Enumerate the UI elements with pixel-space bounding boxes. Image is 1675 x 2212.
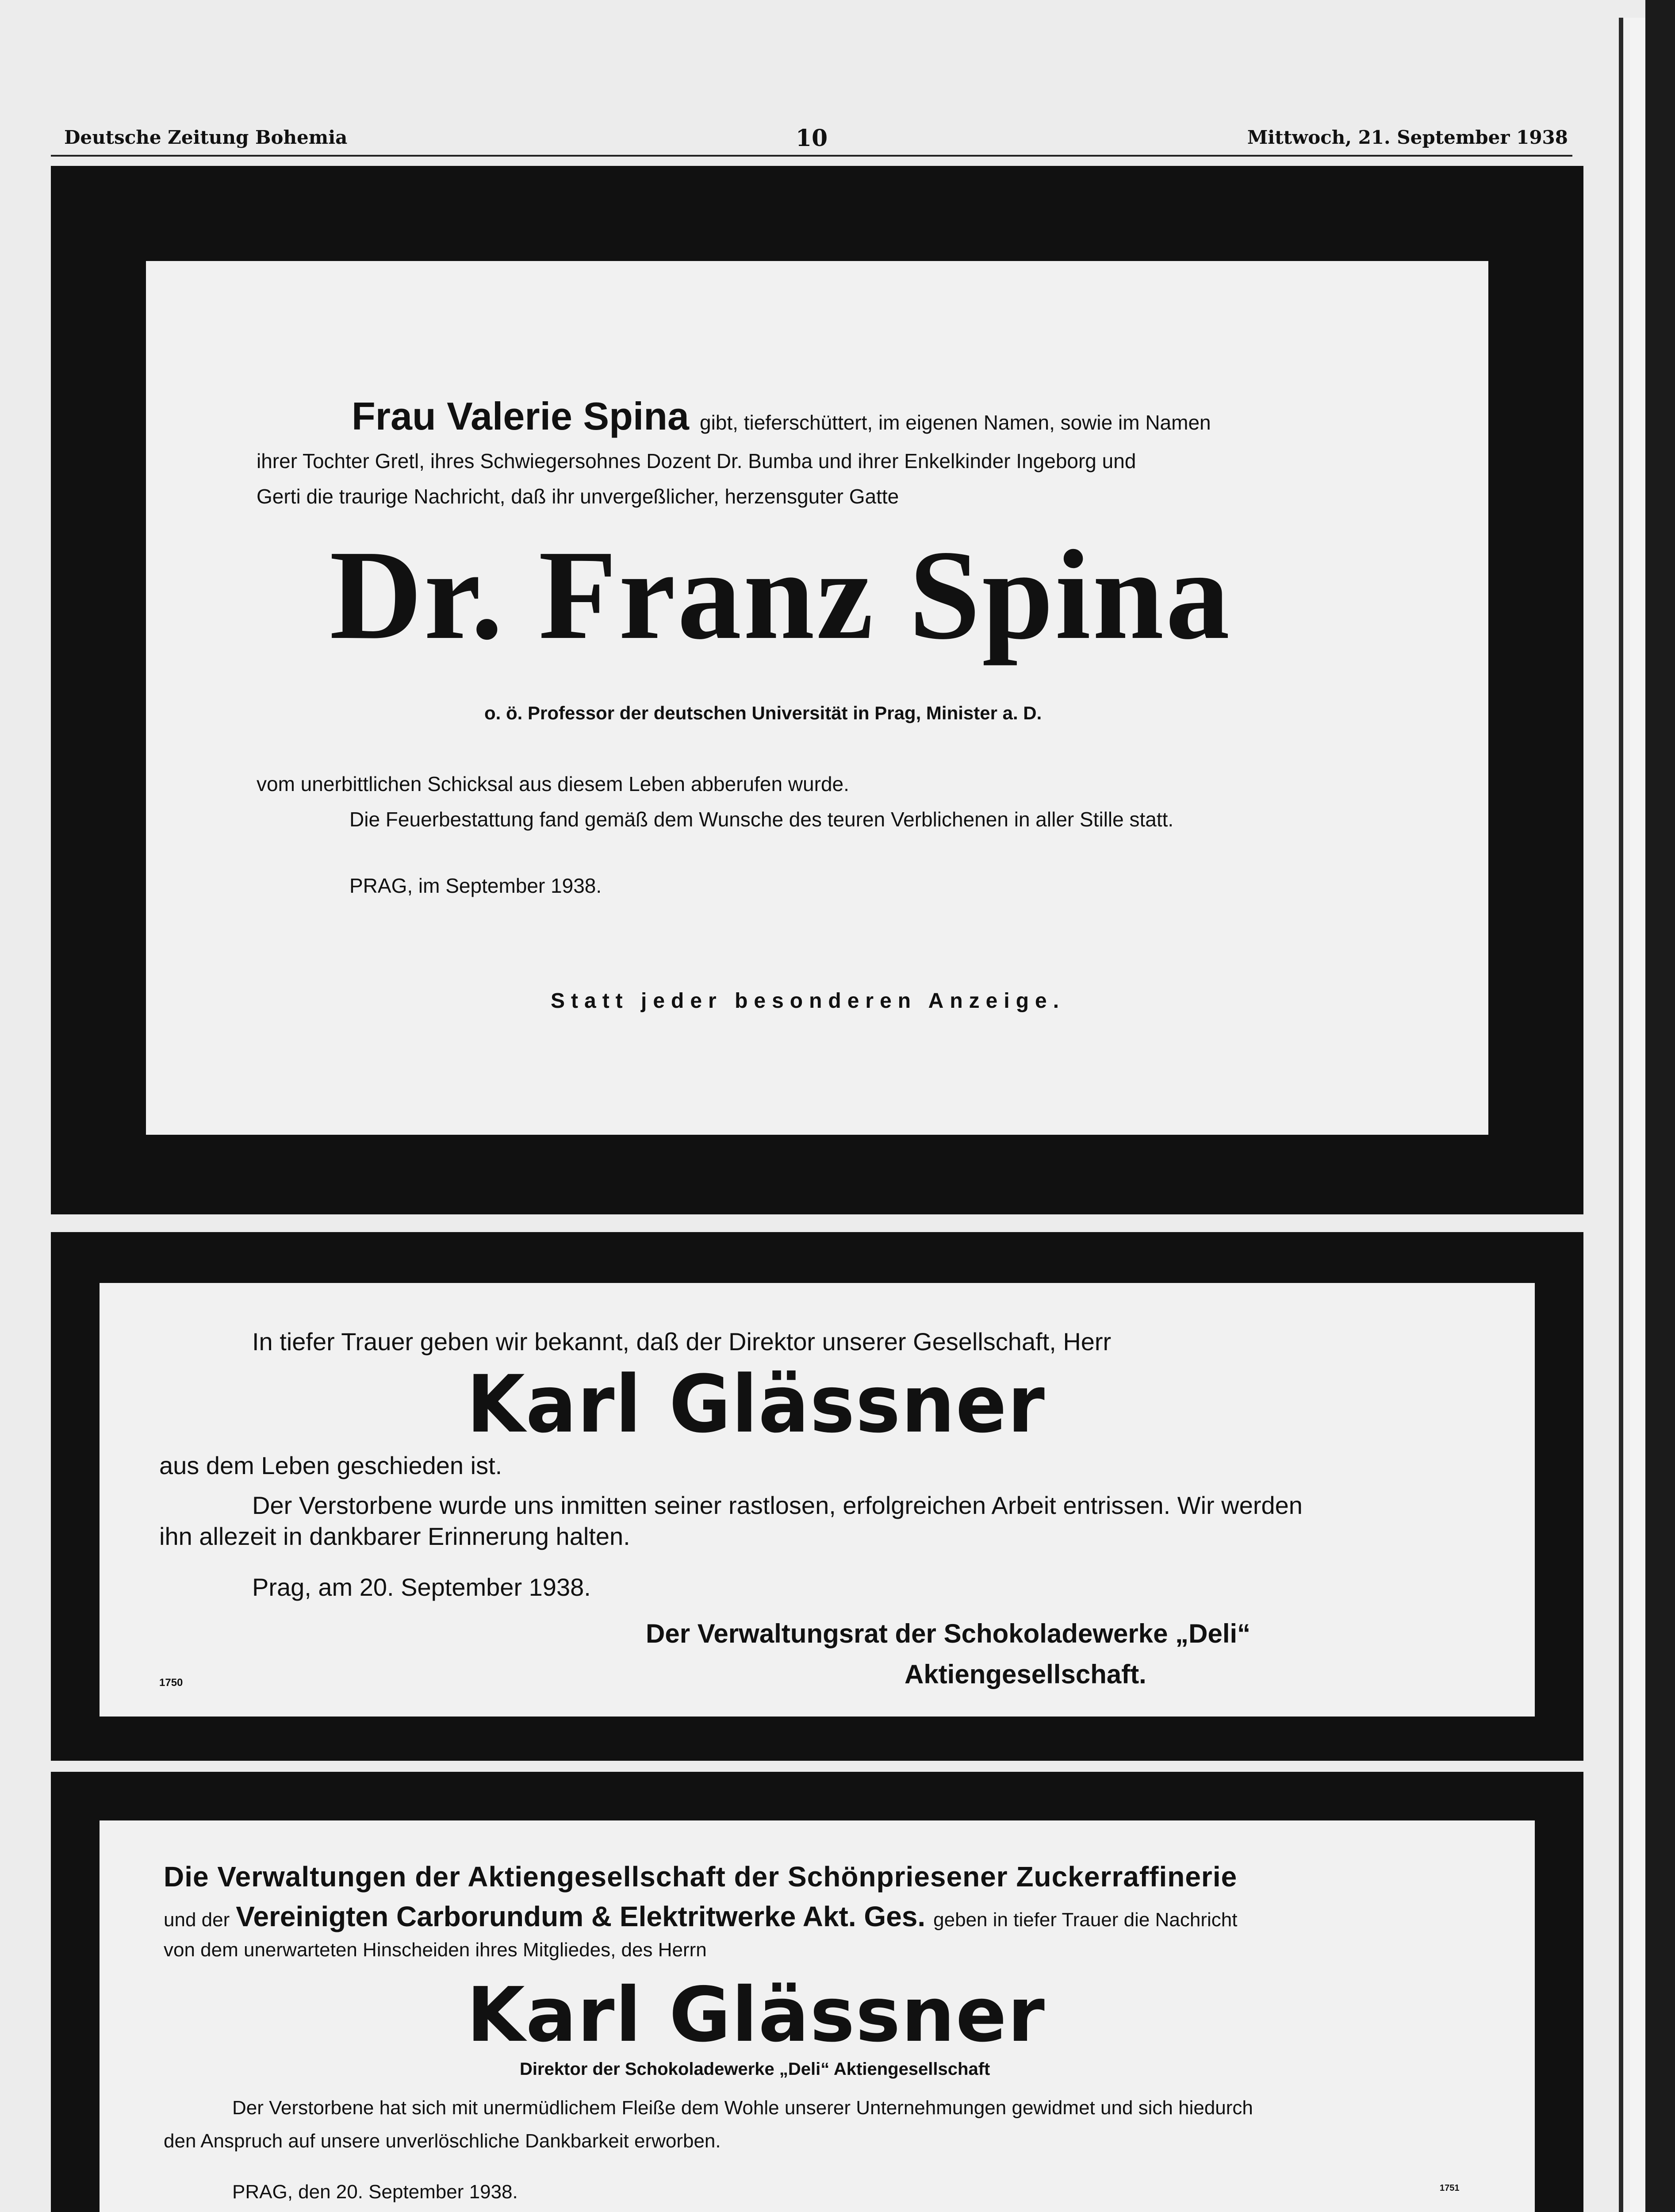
intro-line-1: gibt, tieferschüttert, im eigenen Namen, sowie im Namen <box>700 411 1211 434</box>
deceased-name: Karl Glässner <box>467 1359 1046 1451</box>
text-line-3: ihn allezeit in dankbarer Erinnerung halten. <box>159 1522 630 1550</box>
intro-line-3: Gerti die traurige Nachricht, daß ihr unvergeßlicher, herzensguter Gatte <box>257 485 899 508</box>
obituary-spina <box>146 261 1488 1135</box>
scan-background <box>1645 0 1675 2212</box>
text-and: und der <box>164 1909 230 1931</box>
page-number: 10 <box>795 125 828 152</box>
place-date: Prag, am 20. September 1938. <box>252 1573 591 1601</box>
intro-line-2: ihrer Tochter Gretl, ihres Schwiegersohnes Dozent Dr. Bumba und ihrer Enkelkinder Ingeborg und <box>257 449 1136 472</box>
ad-code: 1751 <box>1440 2183 1460 2193</box>
page-edge <box>1619 18 1645 2212</box>
deceased-name: Dr. Franz Spina <box>330 524 1232 666</box>
signature-line-2: Aktiengesellschaft. <box>905 1659 1146 1689</box>
header-rule <box>51 155 1572 157</box>
deceased-title: Direktor der Schokoladewerke „Deli“ Aktiengesellschaft <box>520 2059 990 2079</box>
newspaper-name: Deutsche Zeitung Bohemia <box>64 127 348 148</box>
text-line-3: von dem unerwarteten Hinscheiden ihres Mitgliedes, des Herrn <box>164 1939 707 1961</box>
page-header <box>51 124 1572 155</box>
text-line-5: Die Feuerbestattung fand gemäß dem Wunsche des teuren Verblichenen in aller Stille statt. <box>349 808 1174 831</box>
text-line-2: Der Verstorbene wurde uns inmitten seiner rastlosen, erfolgreichen Arbeit entrissen. Wir werden <box>252 1491 1303 1519</box>
text-line-2: geben in tiefer Trauer die Nachricht <box>933 1909 1238 1931</box>
place-date: PRAG, den 20. September 1938. <box>232 2181 518 2203</box>
place-date: PRAG, im September 1938. <box>349 874 602 897</box>
company-name: Vereinigten Carborundum & Elektritwerke Akt. Ges. <box>236 1901 926 1932</box>
bleed-through-text: ⠀ <box>433 305 469 362</box>
notice-footer: Statt jeder besonderen Anzeige. <box>551 989 1066 1013</box>
obituary-deli <box>100 1283 1535 1717</box>
text-line-4: vom unerbittlichen Schicksal aus diesem Leben abberufen wurde. <box>257 772 849 795</box>
widow-name: Frau Valerie Spina <box>352 394 689 438</box>
deceased-name: Karl Glässner <box>467 1971 1046 2059</box>
heading-line: Die Verwaltungen der Aktiengesellschaft der Schönpriesener Zuckerraffinerie <box>164 1861 1238 1893</box>
text-line-5: den Anspruch auf unsere unverlöschliche Dankbarkeit erworben. <box>164 2130 721 2152</box>
intro-line: In tiefer Trauer geben wir bekannt, daß der Direktor unserer Gesellschaft, Herr <box>252 1328 1112 1356</box>
signature-line-1: Der Verwaltungsrat der Schokoladewerke „Deli“ <box>646 1619 1251 1648</box>
deceased-title: o. ö. Professor der deutschen Universität in Prag, Minister a. D. <box>484 703 1042 723</box>
text-line-1: aus dem Leben geschieden ist. <box>159 1452 502 1479</box>
ad-code: 1750 <box>159 1677 183 1689</box>
obituary-board <box>100 1820 1535 2212</box>
text-line-4: Der Verstorbene hat sich mit unermüdlichem Fleiße dem Wohle unserer Unternehmungen gewidmet und sich hiedurch <box>232 2097 1253 2119</box>
issue-date: Mittwoch, 21. September 1938 <box>1247 127 1568 148</box>
